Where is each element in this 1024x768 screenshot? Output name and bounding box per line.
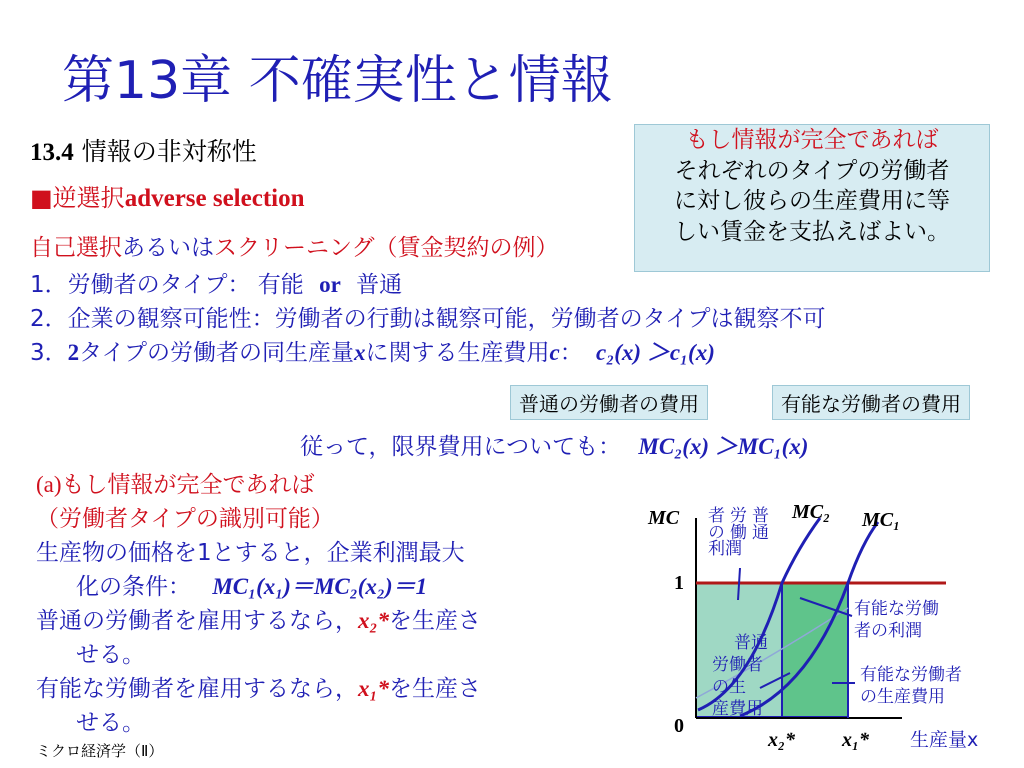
ordinary-profit-col-3: 者の (704, 506, 724, 540)
able-profit-line-1: 有能な労働 (854, 599, 939, 619)
y-axis-label: MC (648, 507, 680, 529)
y-tick-0: 0 (674, 715, 684, 737)
case-a-ordinary-text: 普通の労働者を雇用するなら， (36, 608, 358, 634)
item-1 (30, 266, 402, 299)
x-tick-x2: x₂* (768, 729, 795, 751)
item-2-head: 2．企業の観察可能性： (30, 306, 275, 332)
ordinary-profit-col-4: 利潤 (708, 539, 742, 559)
case-a-line-7 (36, 670, 481, 703)
able-profit-line-2: 者の利潤 (854, 621, 922, 641)
footer-course: ミクロ経済学（Ⅱ） (36, 742, 164, 760)
item-3-formula: c₂(x) ＞c₁(x) (596, 340, 715, 365)
section-label: 情報の非対称性 (81, 137, 257, 166)
item-1-head: 1．労働者のタイプ： (30, 272, 251, 298)
item-3-x: x (354, 340, 366, 365)
case-a-condition-formula: MC₁(x₁)＝MC₂(x₂)＝1 (212, 574, 428, 599)
callout-line-2: それぞれのタイプの労働者 (674, 157, 950, 184)
item-3-text: タイプの労働者の同生産量 (79, 340, 354, 366)
case-a-line-3: 生産物の価格を1とすると，企業利潤最大 (36, 540, 465, 566)
y-tick-1: 1 (674, 572, 684, 594)
marginal-text: 従って，限界費用についても： (300, 434, 622, 460)
item-3-head: 3． (30, 340, 68, 366)
able-cost-line-2: の生産費用 (860, 687, 945, 707)
screening-or: あるいは (122, 235, 214, 261)
mc1-label: MC₁ (862, 509, 901, 531)
ordinary-cost-line-1: 普通 (734, 633, 768, 653)
able-cost-tag: 有能な労働者の費用 (772, 385, 970, 420)
marginal-formula: MC₂(x) ＞MC₁(x) (638, 434, 809, 459)
screening-line (30, 229, 559, 262)
item-1-able: 有能 (257, 272, 304, 298)
item-2 (30, 300, 826, 333)
case-a-condition-label: 化の条件： (76, 574, 191, 600)
page-title: 第13章 不確実性と情報 (62, 51, 613, 111)
marginal-cost-line (300, 428, 808, 461)
ordinary-profit-note (704, 506, 769, 540)
item-3 (30, 334, 715, 367)
item-3-c: c (549, 340, 560, 365)
ordinary-cost-line-4: 産費用 (712, 699, 763, 719)
mc-chart (640, 488, 1024, 766)
adverse-term: adverse selection (124, 185, 305, 212)
adverse-prefix: ■逆選択 (30, 184, 125, 212)
item-3-number: 2 (67, 340, 80, 365)
case-a-able-produce: を生産さ (389, 676, 482, 702)
case-a-label: (a) (36, 472, 62, 497)
x-tick-x1: x₁* (842, 729, 869, 751)
adverse-selection-heading (30, 178, 305, 213)
case-a-line-8: せる。 (76, 710, 145, 736)
screening-self-selection: 自己選択 (30, 235, 122, 261)
ordinary-profit-col-1: 普通 (748, 506, 768, 540)
x-axis-label: 生産量x (910, 729, 979, 751)
case-a-line-1 (36, 466, 315, 499)
section-heading (30, 132, 257, 168)
case-a-x1-star: x₁* (358, 676, 390, 701)
section-number: 13.4 (30, 139, 74, 166)
item-3-text2: に関する生産費用 (365, 340, 550, 366)
item-1-or: or (319, 272, 341, 297)
screening-term: スクリーニング（賃金契約の例） (214, 235, 559, 261)
mc2-label: MC₂ (792, 501, 831, 523)
ordinary-cost-line-2: 労働者 (712, 655, 763, 675)
case-a-able-text: 有能な労働者を雇用するなら， (36, 676, 358, 702)
case-a-line-5 (36, 602, 481, 635)
perfect-info-callout (634, 124, 990, 272)
case-a-line-4 (76, 568, 427, 601)
callout-line-4: しい賃金を支払えばよい。 (674, 218, 950, 245)
item-2-text: 労働者の行動は観察可能，労働者のタイプは観察不可 (274, 306, 826, 332)
callout-line-3: に対し彼らの生産費用に等 (674, 188, 950, 215)
case-a-condition: もし情報が完全であれば (61, 472, 315, 498)
item-1-ordinary: 普通 (356, 272, 403, 298)
item-3-colon: ： (559, 340, 583, 366)
ordinary-profit-col-2: 労働 (726, 506, 746, 540)
ordinary-cost-line-3: の生 (712, 677, 746, 697)
callout-line-1: もし情報が完全であれば (685, 127, 939, 153)
case-a-x2-star: x₂* (358, 608, 390, 633)
case-a-line-6: せる。 (76, 642, 145, 668)
case-a-line-2: （労働者タイプの識別可能） (36, 506, 334, 532)
case-a-ordinary-produce: を生産さ (389, 608, 482, 634)
ordinary-cost-tag: 普通の労働者の費用 (510, 385, 708, 420)
able-cost-line-1: 有能な労働者 (860, 665, 962, 685)
